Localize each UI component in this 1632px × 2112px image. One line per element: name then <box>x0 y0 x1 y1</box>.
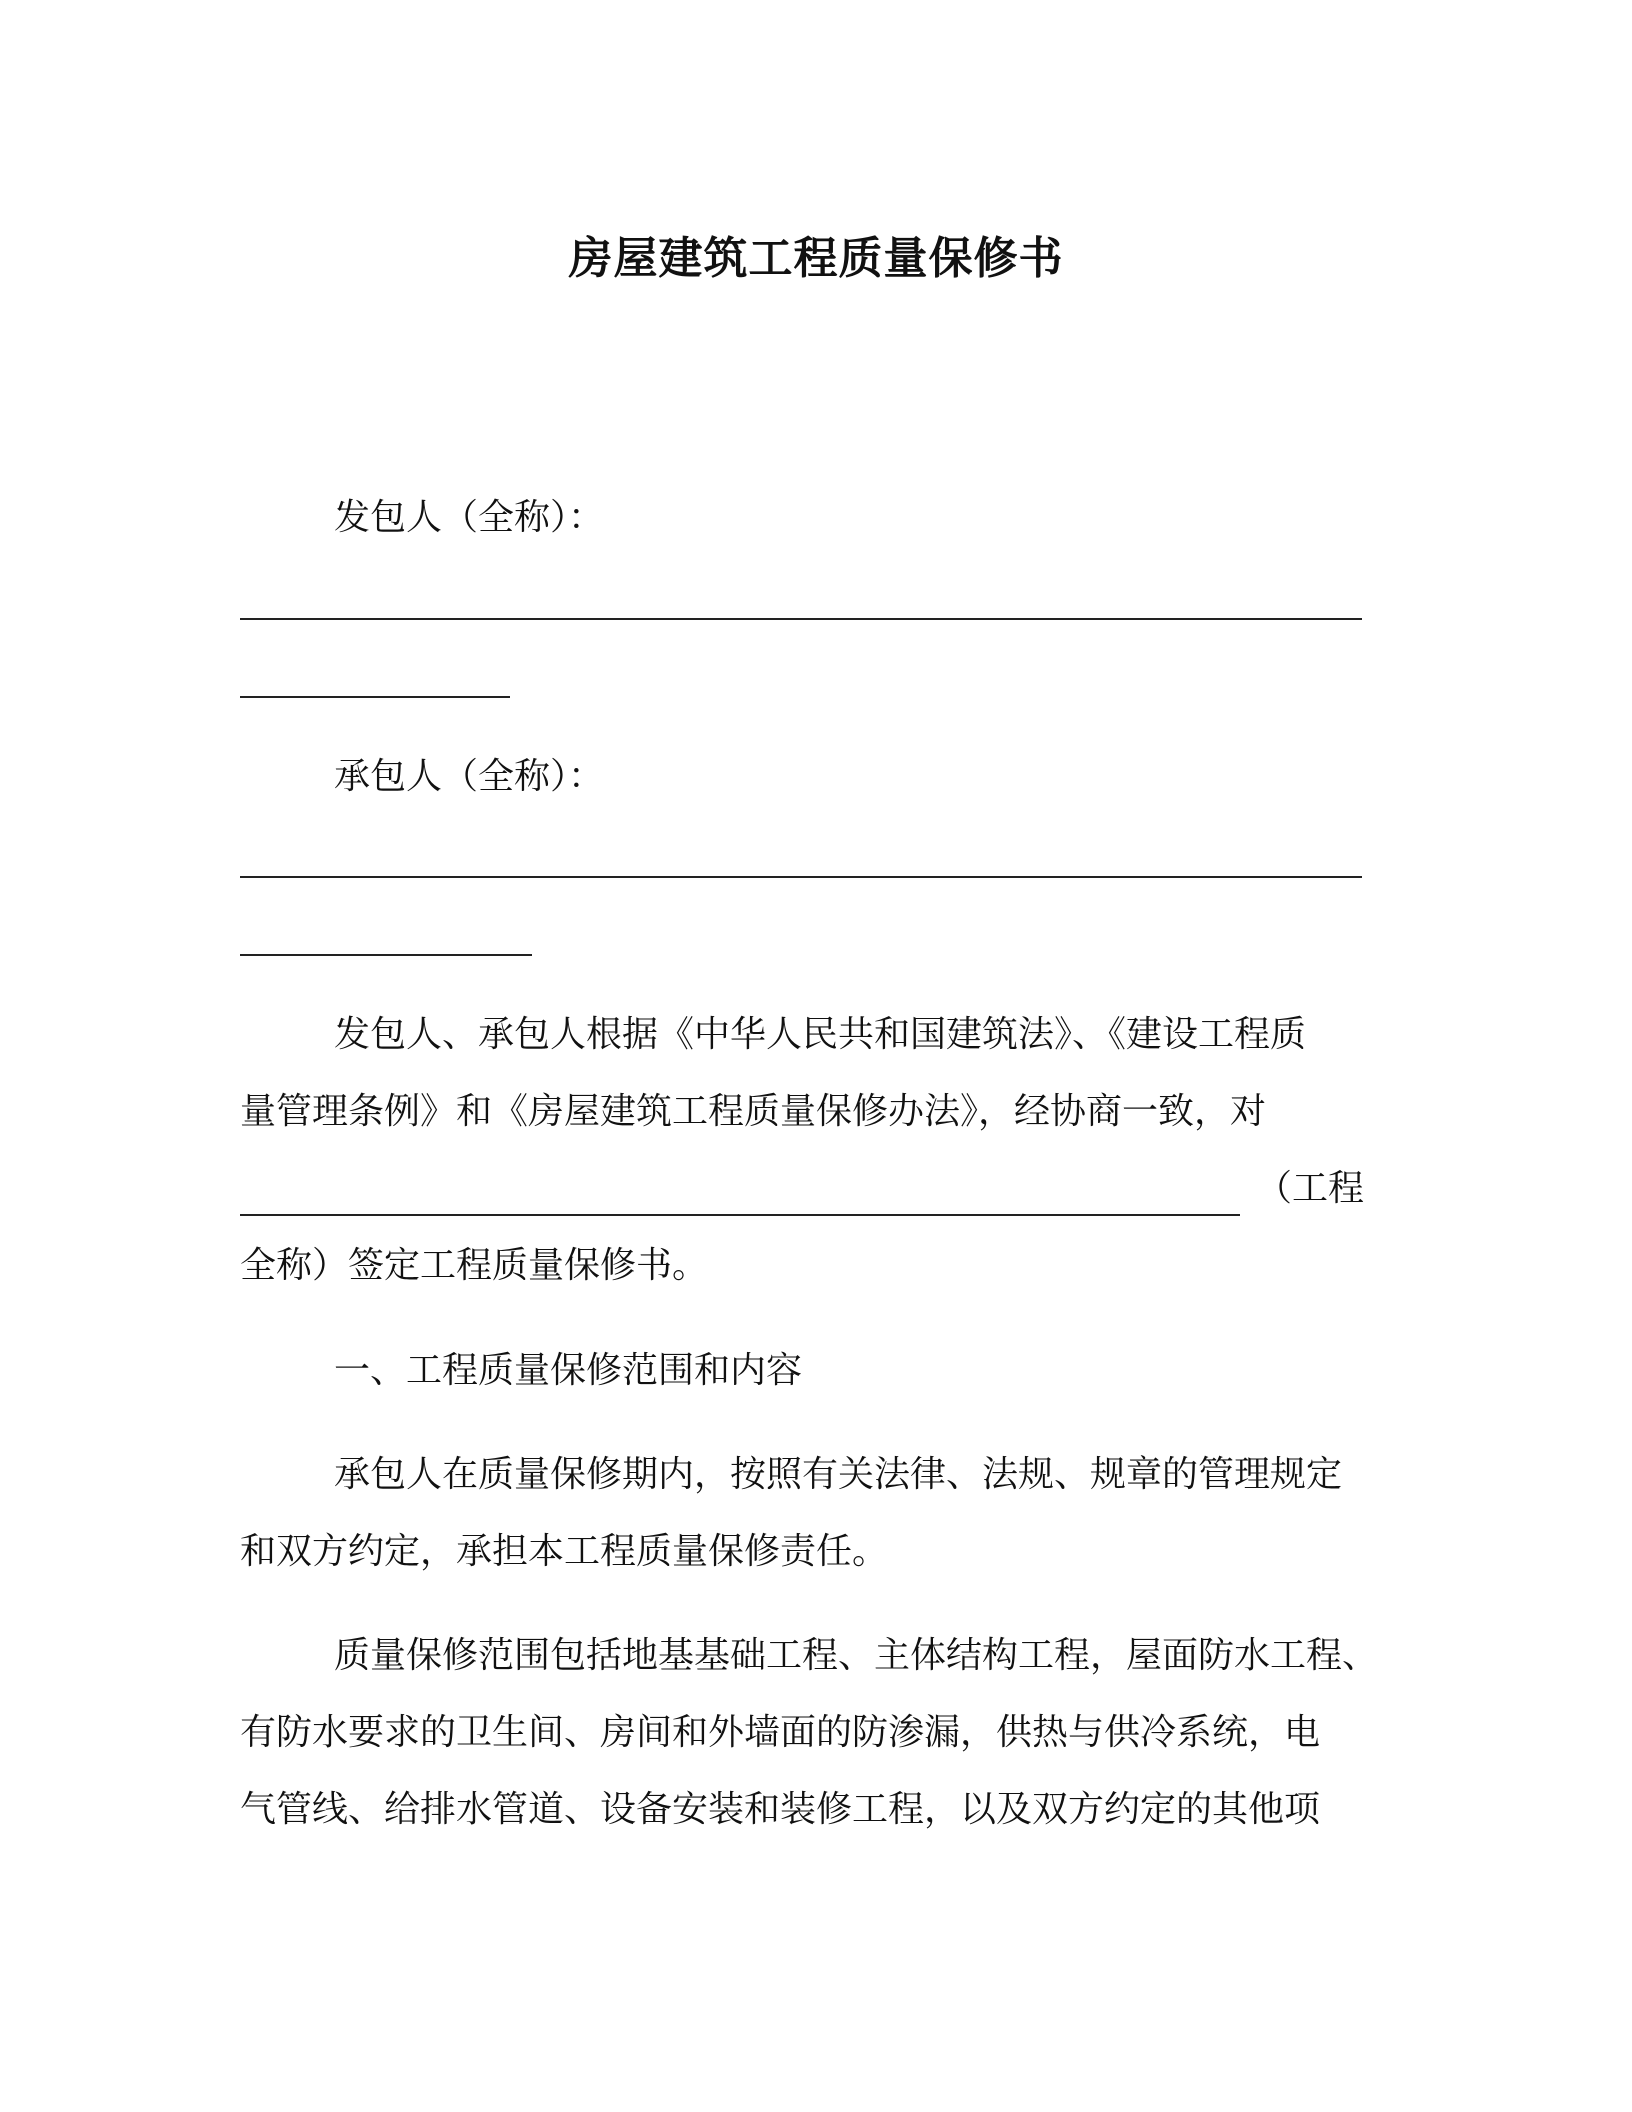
contractor-label: 承包人（全称）： <box>334 756 605 797</box>
employer-label: 发包人（全称）： <box>334 497 605 538</box>
section-1-heading: 一、工程质量保修范围和内容 <box>334 1350 803 1391</box>
preamble-line-2: 量管理条例》和《房屋建筑工程质量保修办法》，经协商一致，对 <box>240 1091 1267 1132</box>
section-1-para-1-line-1: 承包人在质量保修期内，按照有关法律、法规、规章的管理规定 <box>334 1454 1343 1495</box>
preamble-line-3-tail: （工程 <box>1256 1168 1365 1209</box>
employer-name-blank-line-2 <box>240 696 510 698</box>
section-1-para-2-line-1: 质量保修范围包括地基基础工程、主体结构工程，屋面防水工程、 <box>334 1635 1379 1676</box>
preamble-line-1: 发包人、承包人根据《中华人民共和国建筑法》、《建设工程质 <box>334 1014 1307 1055</box>
contractor-name-blank-line-2 <box>240 954 532 956</box>
preamble-line-4: 全称）签定工程质量保修书。 <box>240 1245 709 1286</box>
employer-name-blank-line-1 <box>240 618 1362 620</box>
document-title: 房屋建筑工程质量保修书 <box>568 233 1064 284</box>
contractor-name-blank-line-1 <box>240 876 1362 878</box>
section-1-para-1-line-2: 和双方约定，承担本工程质量保修责任。 <box>240 1531 889 1572</box>
project-name-blank-line <box>240 1214 1240 1216</box>
section-1-para-2-line-3: 气管线、给排水管道、设备安装和装修工程，以及双方约定的其他项 <box>240 1789 1321 1830</box>
section-1-para-2-line-2: 有防水要求的卫生间、房间和外墙面的防渗漏，供热与供冷系统，电 <box>240 1712 1321 1753</box>
